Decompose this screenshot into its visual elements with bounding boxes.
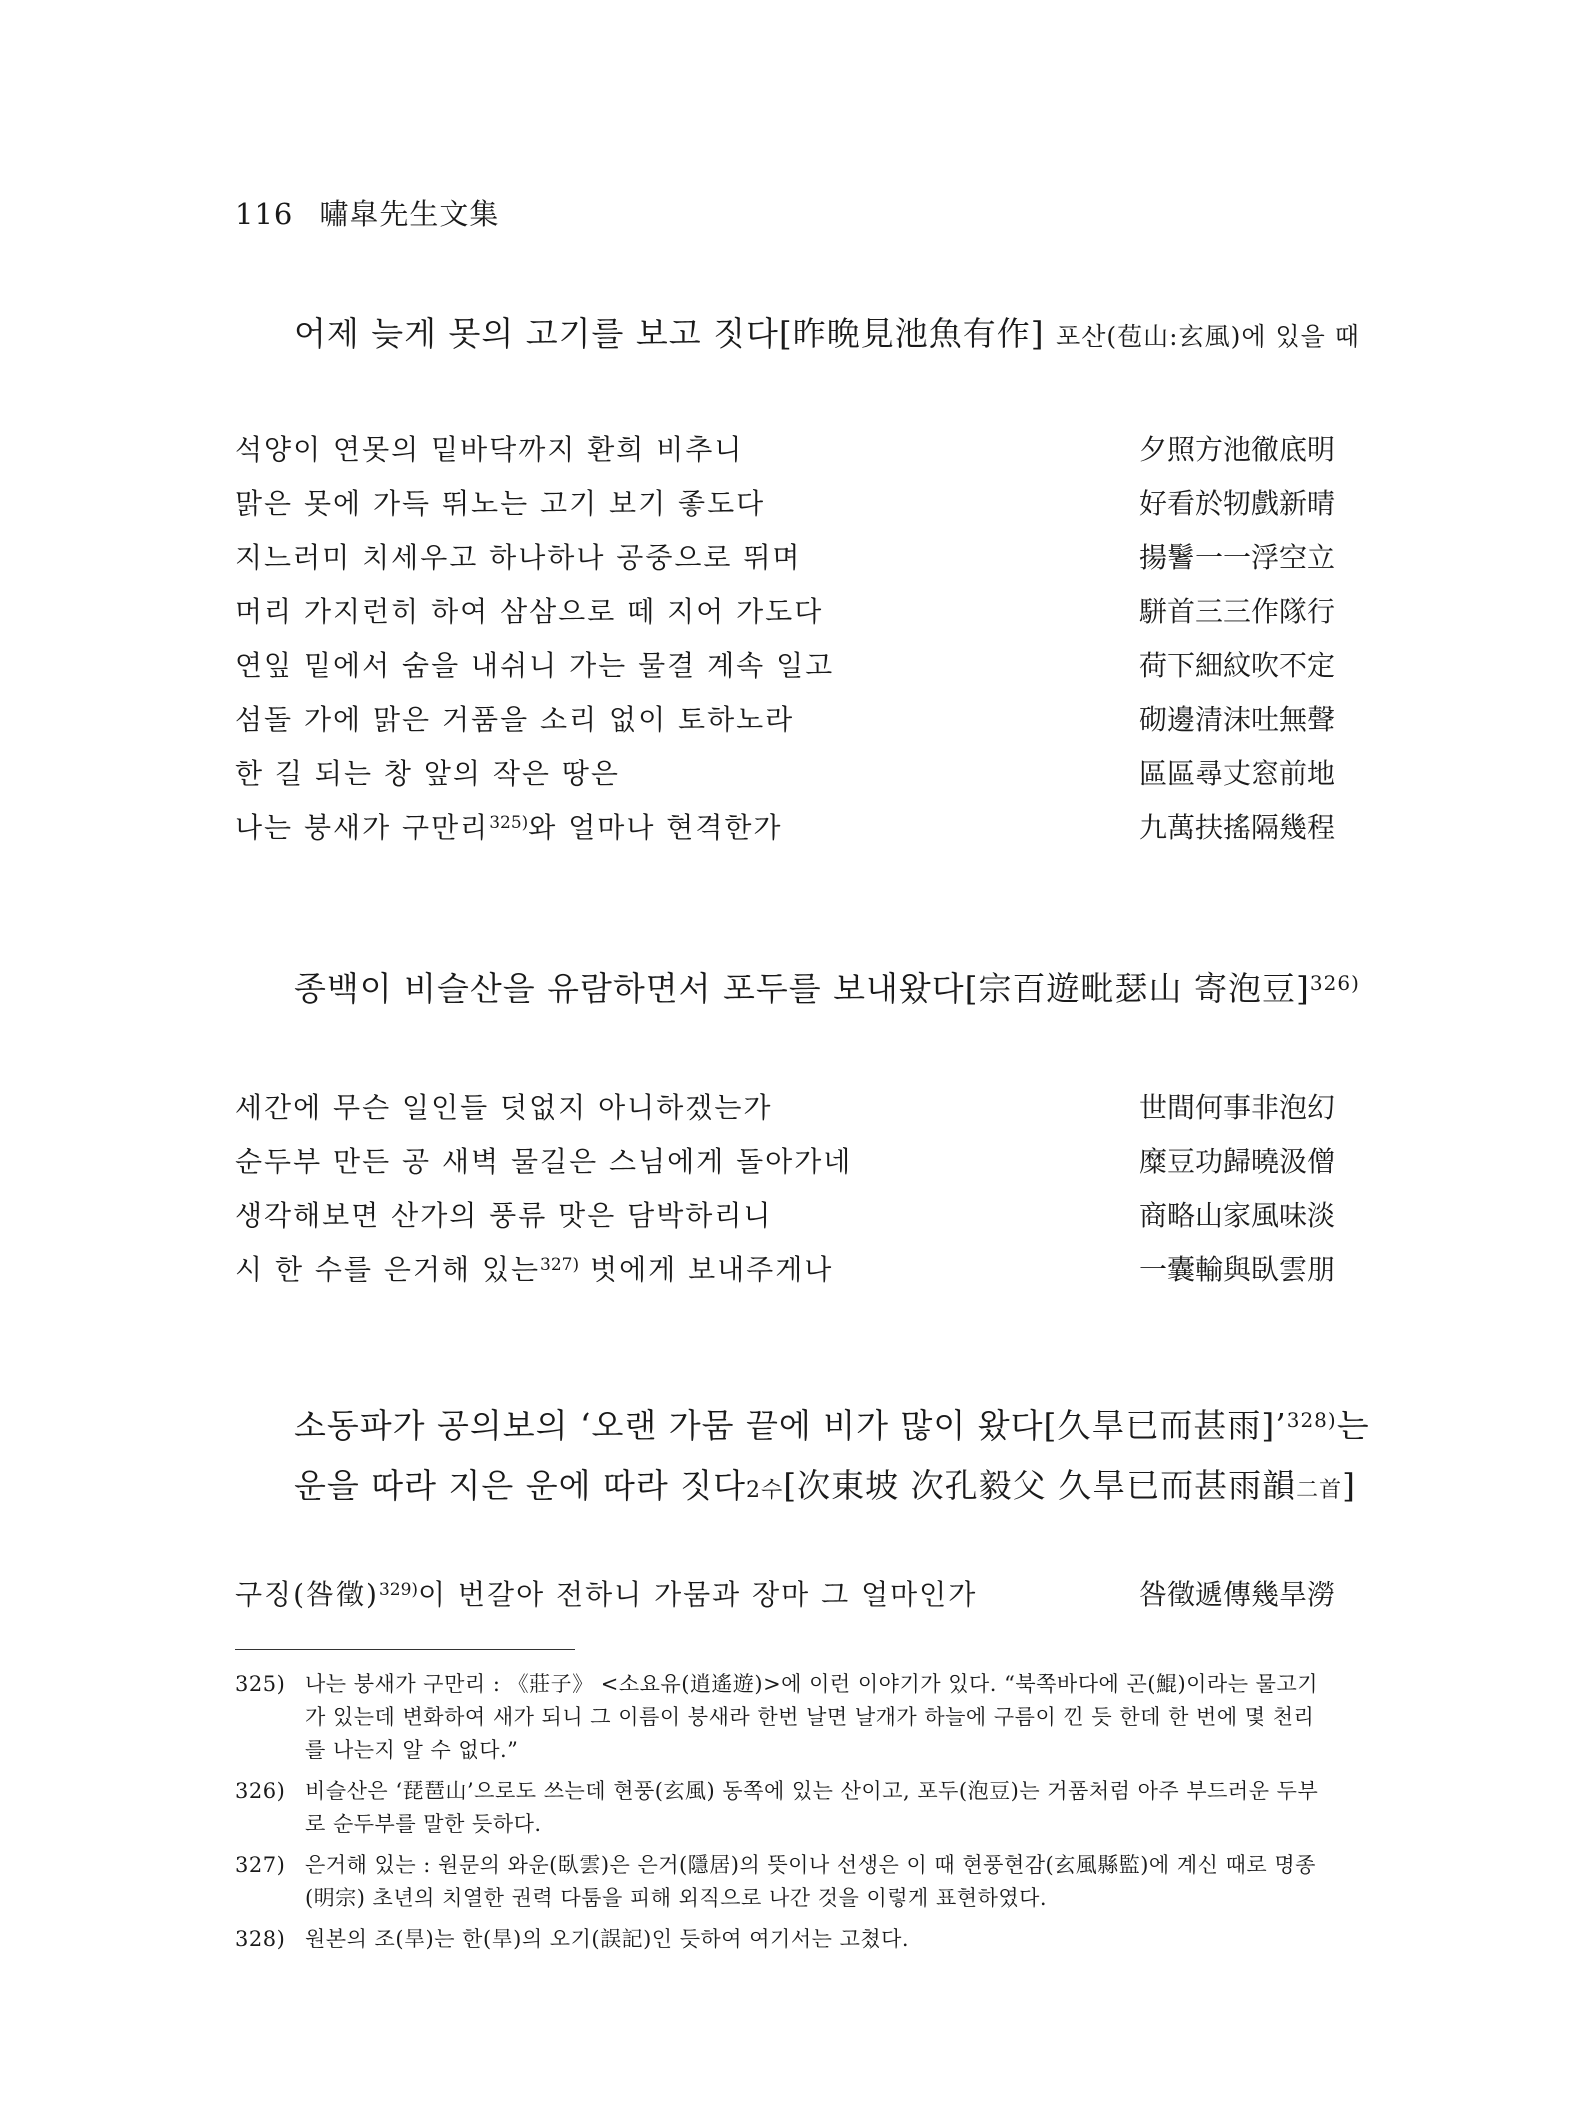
footnote-text: 나는 붕새가 구만리 : 《莊子》 <소요유(逍遙遊)>에 이런 이야기가 있다. “북쪽바다에 곤(鯤)이라는 물고기가 있는데 변화하여 새가 되니 그 이름이 붕새라 한번 날면 날개가 하늘에 구름이 낀 듯 한데 한 번에 몇 천리를 나는지 알 수 없다.”	[305, 1672, 1319, 1762]
poem-line	[235, 698, 1335, 752]
line-hanja: 揚鬐一一浮空立	[1138, 541, 1335, 574]
footnote	[235, 1668, 1335, 1767]
footnote-text: 비슬산은 ‘琵琶山’으로도 쓰는데 현풍(玄風) 동쪽에 있는 산이고, 포두(泡豆)는 거품처럼 아주 부드러운 두부로 순두부를 말한 듯하다.	[305, 1779, 1319, 1836]
poem-title-han: [昨晩見池魚有作]	[778, 314, 1045, 353]
line-korean: 한 길 되는 창 앞의 작은 땅은	[235, 757, 620, 790]
line-korean	[235, 806, 782, 846]
poem-body-1	[235, 428, 1335, 860]
line-hanja: 荷下細紋吹不定	[1138, 649, 1335, 682]
line-korean	[235, 1248, 833, 1288]
line-korean: 머리 가지런히 하여 삼삼으로 떼 지어 가도다	[235, 595, 824, 628]
footnote-text: 은거해 있는 : 원문의 와운(臥雲)은 은거(隱居)의 뜻이나 선생은 이 때 현풍현감(玄風縣監)에 계신 때로 명종(明宗) 초년의 치열한 권력 다툼을 피해 외직으로 나간 것을 이렇게 표현하였다.	[305, 1853, 1316, 1910]
line-korean: 지느러미 치세우고 하나하나 공중으로 뛰며	[235, 541, 802, 574]
line-hanja: 商略山家風味淡	[1138, 1199, 1335, 1232]
line-hanja: 咎徵遞傳幾旱澇	[1138, 1578, 1335, 1611]
book-title: 嘯皐先生文集	[319, 197, 500, 231]
footnote-text: 원본의 조(旱)는 한(旱)의 오기(誤記)인 듯하여 여기서는 고쳤다.	[305, 1927, 910, 1951]
footnote-divider	[235, 1649, 575, 1650]
line-korean-text: 이 번갈아 전하니 가뭄과 장마 그 얼마인가	[418, 1578, 978, 1611]
poem-title-han: [宗百遊毗瑟山 寄泡豆]	[964, 969, 1310, 1008]
footnote	[235, 1775, 1335, 1841]
line-hanja: 好看於牣戲新晴	[1138, 487, 1335, 520]
poem-body-3	[235, 1573, 1335, 1627]
closing-quote: ’	[1275, 1406, 1287, 1445]
running-header	[235, 192, 499, 233]
line-korean: 섬돌 가에 맑은 거품을 소리 없이 토하노라	[235, 703, 795, 736]
poem-line	[235, 536, 1335, 590]
line-korean: 석양이 연못의 밑바닥까지 환희 비추니	[235, 433, 744, 466]
footnote	[235, 1849, 1335, 1915]
line-korean-text: 와 얼마나 현격한가	[528, 811, 783, 844]
line-hanja: 一囊輸與臥雲朋	[1138, 1253, 1335, 1286]
line-hanja: 世間何事非泡幻	[1138, 1091, 1335, 1124]
footnote	[235, 1923, 1335, 1956]
poem-line	[235, 752, 1335, 806]
poem-line	[235, 482, 1335, 536]
poem-title-2	[294, 963, 1360, 1010]
poem-title-1	[294, 308, 1360, 355]
line-korean: 세간에 무슨 일인들 덧없지 아니하겠는가	[235, 1091, 773, 1124]
poem-title-han: [次東坡 次孔毅父 久旱已而甚雨韻	[783, 1466, 1297, 1505]
line-korean: 생각해보면 산가의 풍류 맛은 담박하리니	[235, 1199, 773, 1232]
closing-bracket: ]	[1342, 1466, 1356, 1505]
poem-line	[235, 590, 1335, 644]
poem-title-han-small: 二首	[1296, 1478, 1343, 1503]
poem-body-2	[235, 1086, 1335, 1302]
footnote-number: 326)	[235, 1779, 286, 1803]
poem-line	[235, 1086, 1335, 1140]
footnote-ref: 327)	[540, 1255, 580, 1275]
line-hanja: 區區尋丈窓前地	[1138, 757, 1335, 790]
line-korean: 순두부 만든 공 새벽 물길은 스님에게 돌아가네	[235, 1145, 853, 1178]
line-korean	[235, 1573, 977, 1613]
line-hanja: 九萬扶搖隔幾程	[1138, 811, 1335, 844]
poem-title-ko: 어제 늦게 못의 고기를 보고 짓다	[294, 314, 779, 353]
line-hanja: 駢首三三作隊行	[1138, 595, 1335, 628]
footnote-number: 328)	[235, 1927, 286, 1951]
footnote-ref: 329)	[378, 1580, 419, 1600]
line-korean-text: 나는 붕새가 구만리	[235, 811, 490, 844]
line-korean-text: 구징(咎徵)	[235, 1578, 379, 1611]
poem-title-ko: 는	[1336, 1406, 1370, 1445]
poem-title-3-line-2	[294, 1460, 1356, 1507]
line-korean-text: 벗에게 보내주게나	[579, 1253, 834, 1286]
poem-title-ko: 운을 따라 지은 운에 따라 짓다	[294, 1466, 746, 1505]
poem-title-3-line-1	[294, 1400, 1370, 1447]
line-korean: 연잎 밑에서 숨을 내쉬니 가는 물결 계속 일고	[235, 649, 835, 682]
poem-line	[235, 428, 1335, 482]
poem-line	[235, 644, 1335, 698]
poem-line	[235, 806, 1335, 860]
poem-line	[235, 1573, 1335, 1627]
poem-count: 2수	[746, 1478, 784, 1503]
footnote-number: 327)	[235, 1853, 286, 1877]
footnote-number: 325)	[235, 1672, 286, 1696]
line-korean-text: 시 한 수를 은거해 있는	[235, 1253, 541, 1286]
footnote-ref: 326)	[1309, 971, 1360, 995]
poem-line	[235, 1140, 1335, 1194]
line-hanja: 糜豆功歸曉汲僧	[1138, 1145, 1335, 1178]
line-hanja: 夕照方池徹底明	[1138, 433, 1335, 466]
poem-line	[235, 1248, 1335, 1302]
footnotes	[235, 1668, 1335, 1964]
poem-title-han: [久旱已而甚雨]	[1043, 1406, 1276, 1445]
line-hanja: 砌邊清沫吐無聲	[1138, 703, 1335, 736]
poem-title-note: 포산(苞山:玄風)에 있을 때	[1056, 322, 1360, 351]
line-korean: 맑은 못에 가득 뛰노는 고기 보기 좋도다	[235, 487, 766, 520]
footnote-ref: 325)	[489, 813, 529, 833]
poem-title-ko: 종백이 비슬산을 유람하면서 포두를 보내왔다	[294, 969, 965, 1008]
poem-line	[235, 1194, 1335, 1248]
page-number: 116	[235, 197, 294, 231]
poem-title-ko: 소동파가 공의보의 ‘오랜 가뭄 끝에 비가 많이 왔다	[294, 1406, 1044, 1445]
footnote-ref: 328)	[1286, 1408, 1337, 1432]
